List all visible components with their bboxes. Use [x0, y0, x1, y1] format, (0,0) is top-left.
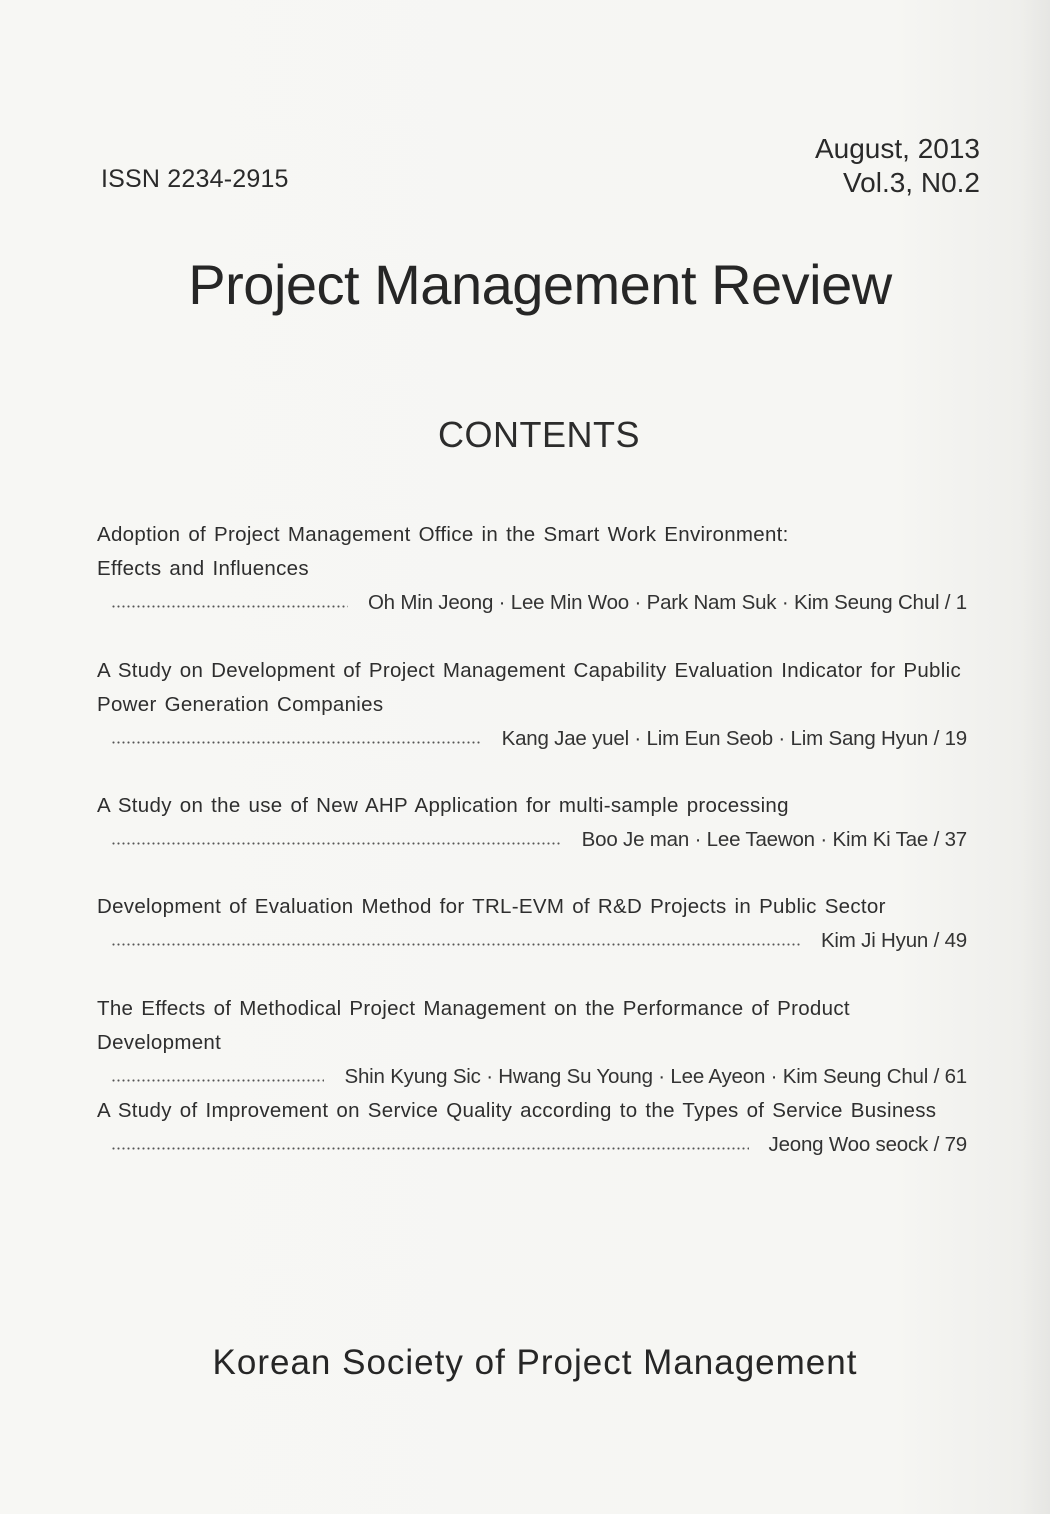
toc-entry-title	[97, 992, 967, 1060]
dot-leader	[111, 943, 801, 946]
publisher-name: Korean Society of Project Management	[212, 1343, 858, 1382]
toc-entry-title-line: Development of Evaluation Method for TRL-EVM of R&D Projects in Public Sector	[97, 895, 886, 918]
toc-entry-title	[97, 1094, 967, 1128]
toc-entry-byline	[97, 823, 967, 857]
issue-info	[815, 132, 980, 200]
dot-leader	[111, 1079, 324, 1082]
toc-entry	[97, 890, 967, 958]
toc-entry-title-line: A Study of Improvement on Service Quality according to the Types of Service Business	[97, 1099, 937, 1122]
toc-entry	[97, 654, 967, 756]
toc-entry-authors: Kang Jae yuel · Lim Eun Seob · Lim Sang Hyun / 19	[501, 727, 967, 750]
journal-title: Project Management Review	[188, 253, 892, 316]
issn-number: ISSN 2234-2915	[101, 165, 289, 193]
toc-entry-title-line: A Study on the use of New AHP Application for multi-sample processing	[97, 794, 789, 817]
toc-entry-title-line: A Study on Development of Project Management Capability Evaluation Indicator for Public	[97, 659, 961, 682]
dot-leader	[111, 842, 562, 845]
toc-entry	[97, 518, 967, 620]
toc-entry	[97, 1094, 967, 1162]
toc-entry-title-line: The Effects of Methodical Project Management on the Performance of Product Development	[97, 997, 850, 1054]
toc-entry-authors: Jeong Woo seock / 79	[768, 1133, 967, 1156]
dot-leader	[111, 1147, 749, 1150]
toc-entry-authors: Kim Ji Hyun / 49	[820, 929, 967, 952]
toc-entry-authors: Boo Je man · Lee Taewon · Kim Ki Tae / 37	[581, 828, 967, 851]
toc-entry-byline	[97, 722, 967, 756]
toc-entry-title-line: Effects and Influences	[97, 557, 309, 580]
issue-date: August, 2013	[814, 133, 980, 164]
toc-entry-byline	[97, 1128, 967, 1162]
toc-entry	[97, 789, 967, 857]
toc-entry-title-line: Power Generation Companies	[97, 693, 384, 716]
toc-entry-authors: Shin Kyung Sic · Hwang Su Young · Lee Ayeon · Kim Seung Chul / 61	[344, 1065, 967, 1088]
toc-entry-byline	[97, 1060, 967, 1094]
toc-entry-byline	[97, 586, 967, 620]
toc-entry-authors: Oh Min Jeong · Lee Min Woo · Park Nam Suk · Kim Seung Chul / 1	[367, 591, 967, 614]
toc-entry-title	[97, 789, 967, 823]
toc-entry-title	[97, 654, 967, 722]
toc-entry-title	[97, 518, 967, 586]
issue-volume: Vol.3, N0.2	[843, 167, 980, 198]
dot-leader	[111, 741, 482, 744]
dot-leader	[111, 605, 348, 608]
contents-heading: CONTENTS	[438, 414, 640, 455]
toc-entry-title-line: Adoption of Project Management Office in the Smart Work Environment:	[97, 523, 789, 546]
toc-entry-byline	[97, 924, 967, 958]
toc-entry-title	[97, 890, 967, 924]
toc-entry	[97, 992, 967, 1094]
